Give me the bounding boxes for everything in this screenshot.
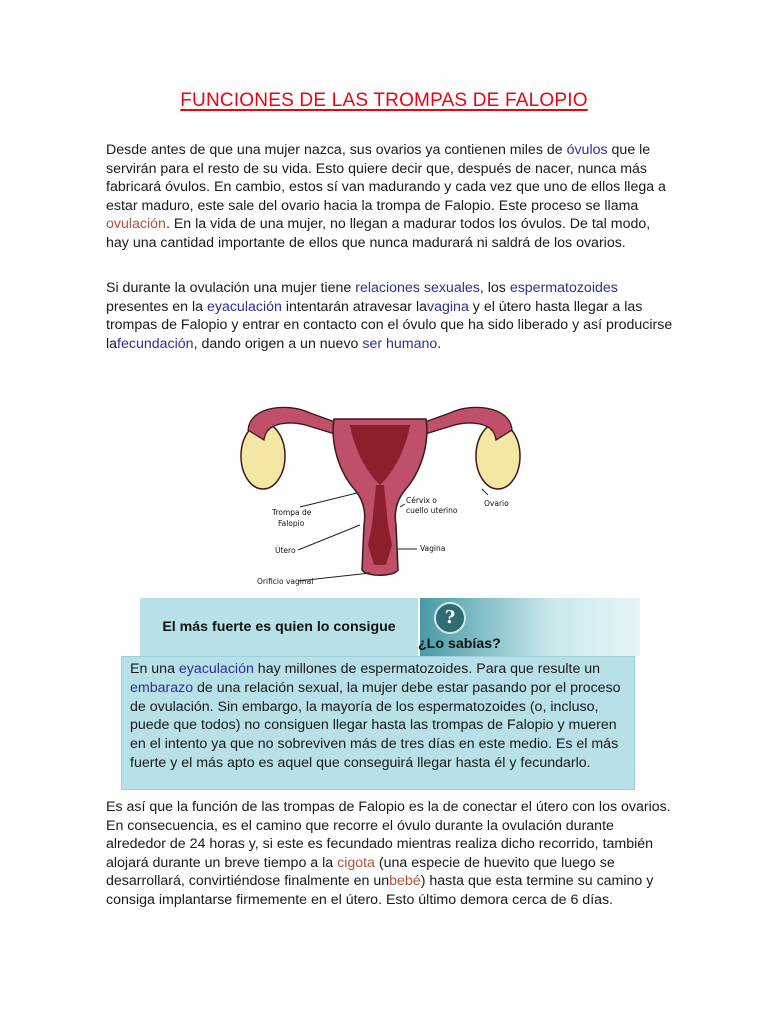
text-run: que le servirán para el resto de su vida. Esto quiere decir que, después de nacer, nunca más fabricará óvulos. En cambio, estos sí van madurando y cada vez que uno de ellos llega a estar maduro, este sale del ovario hacia la trompa de Falopio. Este proceso se llama (106, 142, 666, 214)
page-title (0, 90, 768, 112)
text-run: de una relación sexual, la mujer debe estar pasando por el proceso de ovulación. Sin embargo, la mayoría de los espermatozoides (o, incluso, puede que todos) no consiguen llegar hasta las trompas de Falopio y mueren en el intento ya que no sobreviven más de tres días en este medio. Es el más fuerte y el más apto es aquel que conseguirá llegar hasta él y fecundarlo. (130, 679, 621, 771)
text-run: . (437, 335, 442, 352)
text-run: intentarán atravesar la (281, 298, 428, 315)
paragraph-function (106, 798, 676, 910)
link-ovulos[interactable]: óvulos (566, 142, 608, 158)
label-utero: Útero (275, 546, 296, 555)
link-eyaculacion[interactable]: eyaculación (178, 661, 254, 677)
label-trompa-2: Falopio (278, 519, 305, 528)
link-espermatozoides[interactable]: espermatozoides (509, 280, 618, 296)
paragraph-ovulation (106, 279, 676, 353)
uterus-diagram (230, 385, 530, 600)
link-fecundacion[interactable]: fecundación (117, 335, 194, 352)
label-cervix: Cérvix o (406, 496, 437, 505)
text-run: , dando origen a un nuevo (193, 335, 363, 352)
text-run: ) hasta que esta termine su camino y consiga implantarse firmemente en el útero. Esto último demora cerca de 6 días. (106, 873, 654, 908)
text-run: Es así que la función de las trompas de Falopio es la de conectar el útero con los ovarios. En consecuencia, es el camino que recorre el óvulo durante la ovulación durante alrededor de 24 horas y, si este es fecundado mientras realiza dicho recorrido, también alojará durante un breve tiempo a la (106, 799, 671, 871)
label-cervix-2: cuello uterino (406, 506, 458, 515)
did-you-know-label: ¿Lo sabías? (418, 636, 501, 652)
did-you-know-box (130, 598, 640, 788)
did-you-know-header (140, 598, 418, 656)
leader-line (300, 493, 357, 507)
link-vagina[interactable]: vagina (427, 298, 469, 315)
text-run: Si durante la ovulación una mujer tiene (106, 280, 356, 296)
did-you-know-text (130, 660, 625, 773)
did-you-know-badge (420, 598, 640, 656)
label-trompa: Trompa de (272, 508, 312, 517)
did-you-know-heading: El más fuerte es quien lo consigue (162, 619, 396, 635)
leader-line (298, 525, 360, 550)
label-vagina: Vagina (420, 544, 446, 553)
text-run: hay millones de espermatozoides. Para que resulte un (253, 661, 601, 677)
text-run: (una especie de huevito que luego se desarrollará, convirtiéndose finalmente en un (106, 854, 615, 890)
link-bebe[interactable]: bebé (389, 873, 421, 890)
text-run: y el útero hasta llegar a las trompas de Falopio y entrar en contacto con el óvulo que ha sido liberado y así producirse la (106, 298, 673, 352)
text-run: , los (479, 280, 510, 296)
text-run: En una (130, 661, 179, 677)
link-ser-humano[interactable]: ser humano (362, 335, 438, 352)
link-eyaculacion[interactable]: eyaculación (206, 298, 282, 315)
label-orificio: Orificio vaginal (257, 577, 314, 586)
leader-line (400, 504, 405, 507)
text-run: . En la vida de una mujer, no llegan a madurar todos los óvulos. De tal modo, hay una cantidad importante de ellos que nunca madurará ni saldrá de los ovarios. (106, 216, 651, 251)
left-fallopian-tube (248, 407, 338, 440)
leader-line (482, 489, 488, 495)
link-relaciones-sexuales[interactable]: relaciones sexuales (355, 280, 480, 296)
text-run: presentes en la (106, 298, 207, 315)
link-cigota[interactable]: cigota (337, 854, 375, 871)
text-run: Desde antes de que una mujer nazca, sus ovarios ya contienen miles de (106, 142, 567, 158)
link-embarazo[interactable]: embarazo (130, 679, 194, 696)
did-you-know-body (121, 656, 635, 790)
paragraph-intro (106, 141, 676, 253)
title-text: FUNCIONES DE LAS TROMPAS DE FALOPIO (180, 90, 588, 111)
question-icon: ? (434, 602, 466, 634)
right-fallopian-tube (422, 407, 512, 440)
link-ovulacion[interactable]: ovulación (106, 216, 166, 233)
label-ovario: Ovario (484, 499, 509, 508)
